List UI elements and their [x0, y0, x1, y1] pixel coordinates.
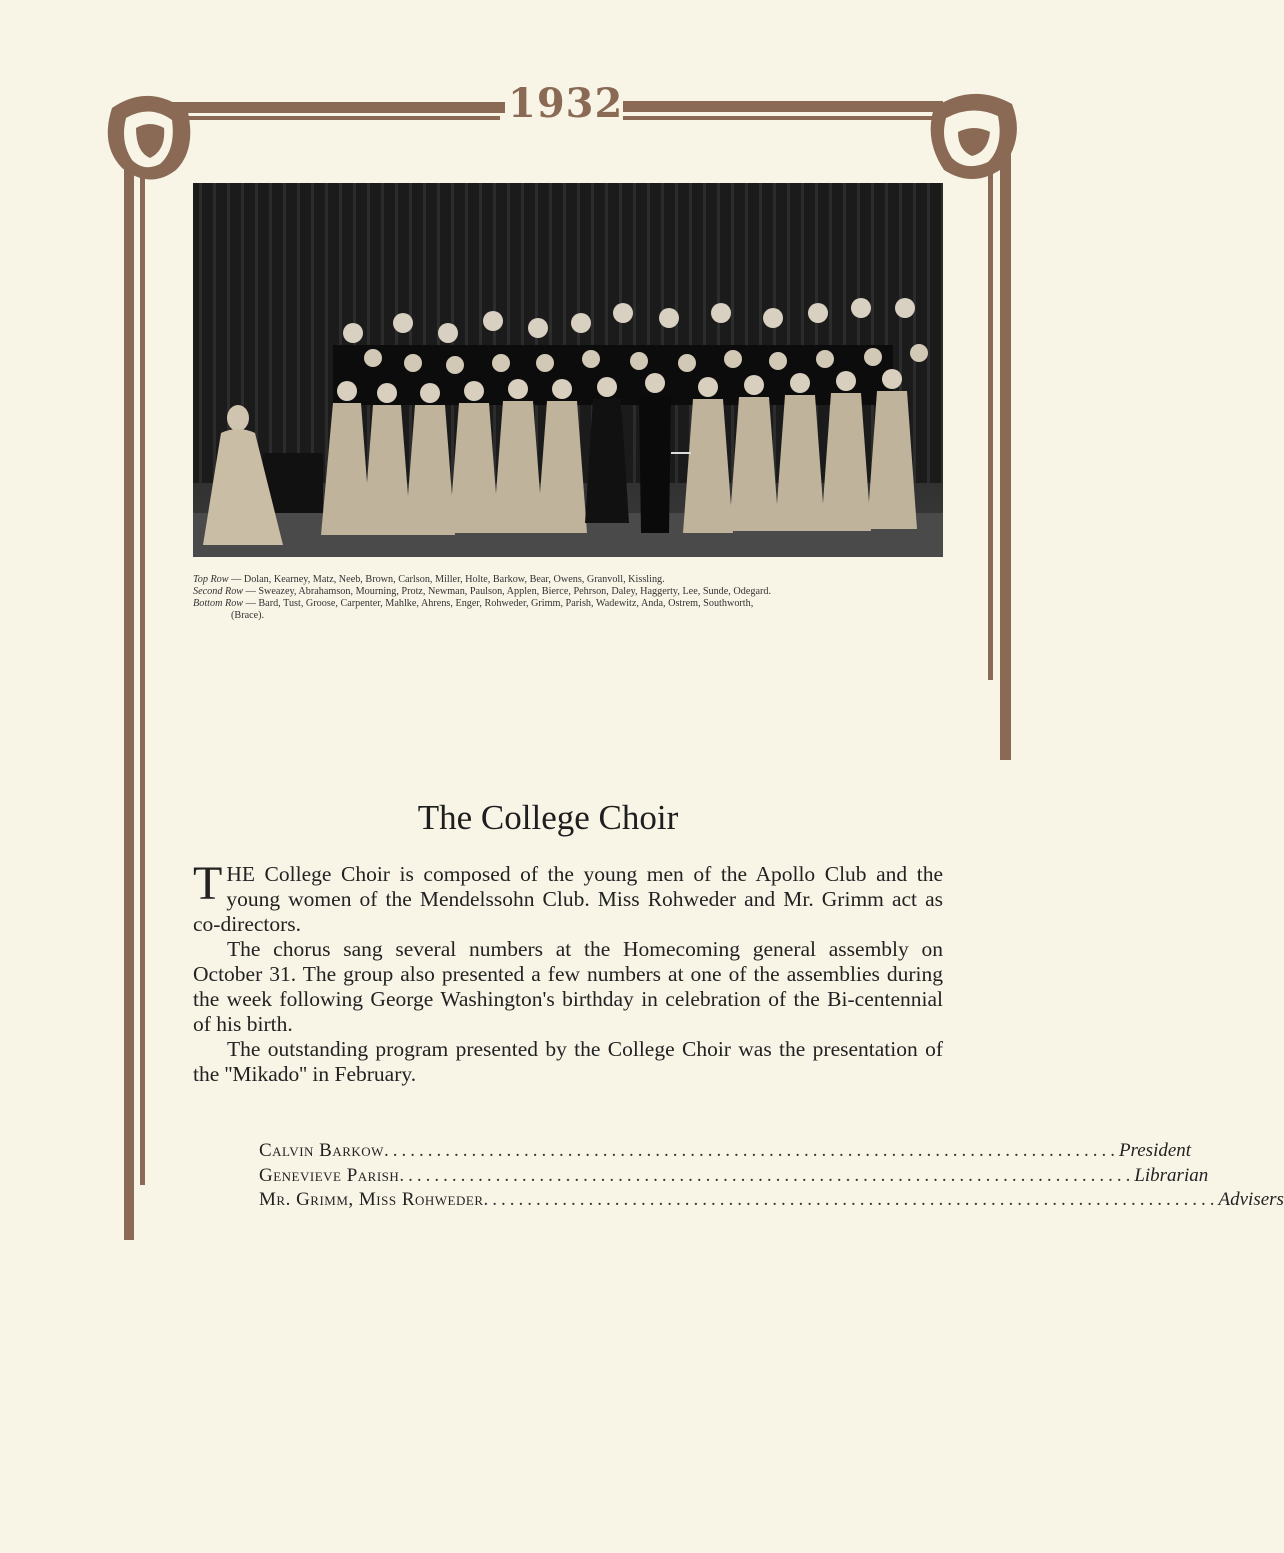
officer-row: [259, 1164, 1209, 1189]
caption-row-label: Bottom Row: [193, 598, 244, 609]
paragraph-1: [193, 857, 943, 937]
officers-list: [259, 1139, 1284, 1213]
top-rule-right: [623, 101, 943, 112]
leader-dots: ....................................................................................: [483, 1189, 1219, 1210]
caption-bottom-row: [193, 598, 943, 610]
left-border-bar: [124, 150, 134, 1240]
paragraph-3: The outstanding program presented by the College Choir was the presentation of the ''Mikado'' in February.: [193, 1037, 943, 1086]
photo-caption: [193, 574, 943, 622]
leader-dots: ....................................................................................: [383, 1140, 1119, 1161]
paragraph-1-text: HE College Choir is composed of the young men of the Apollo Club and the young women of the Mendelssohn Club. Miss Rohweder and Mr. Grimm act as co-directors.: [193, 862, 943, 936]
choir-photo: [193, 183, 943, 557]
officer-row: [259, 1188, 1284, 1213]
right-border-bar: [1000, 150, 1011, 760]
top-rule-right-thin: [623, 116, 933, 120]
caption-row-names: — Sweazey, Abrahamson, Mourning, Protz, Newman, Paulson, Applen, Bierce, Pehrson, Daley, Haggerty, Lee, Sunde, Odegard.: [243, 586, 772, 597]
officer-name: Calvin Barkow: [259, 1140, 384, 1161]
caption-row-names: — Dolan, Kearney, Matz, Neeb, Brown, Carlson, Miller, Holte, Barkow, Bear, Owens, Granvoll, Kissling.: [228, 574, 665, 585]
choir-photo-illustration: [193, 183, 943, 557]
officer-role: President: [1118, 1140, 1192, 1161]
caption-row-label: Second Row: [193, 586, 244, 597]
drop-cap: T: [193, 857, 223, 910]
leader-dots: ....................................................................................: [399, 1164, 1135, 1186]
left-border-thin: [140, 150, 145, 1185]
caption-row-names: — Bard, Tust, Groose, Carpenter, Mahlke, Ahrens, Enger, Rohweder, Grimm, Parish, Wadewitz, Anda, Ostrem, Southworth,: [243, 598, 754, 609]
top-rule-left: [150, 102, 505, 113]
officer-role: Librarian: [1134, 1164, 1209, 1186]
officer-name: Mr. Grimm, Miss Rohweder: [259, 1189, 484, 1210]
year-heading: 1932: [508, 80, 624, 127]
comedy-mask-icon: [108, 96, 191, 180]
paragraph-2: The chorus sang several numbers at the Homecoming general assembly on October 31. The group also presented a few numbers at one of the assemblies during the week following George Washington's birthday in celebration of the Bi-centennial of his birth.: [193, 937, 943, 1036]
caption-second-row: [193, 586, 943, 598]
caption-row-label: Top Row: [193, 574, 229, 585]
right-border-thin: [988, 150, 993, 680]
caption-continuation: (Brace).: [231, 610, 265, 621]
page-title: The College Choir: [417, 798, 679, 837]
article-body: [193, 857, 943, 1087]
officer-row: [259, 1139, 1192, 1164]
officer-name: Genevieve Parish: [259, 1164, 400, 1186]
top-rule-left-thin: [170, 116, 500, 120]
caption-top-row: [193, 574, 943, 586]
officer-role: Advisers: [1218, 1189, 1284, 1210]
